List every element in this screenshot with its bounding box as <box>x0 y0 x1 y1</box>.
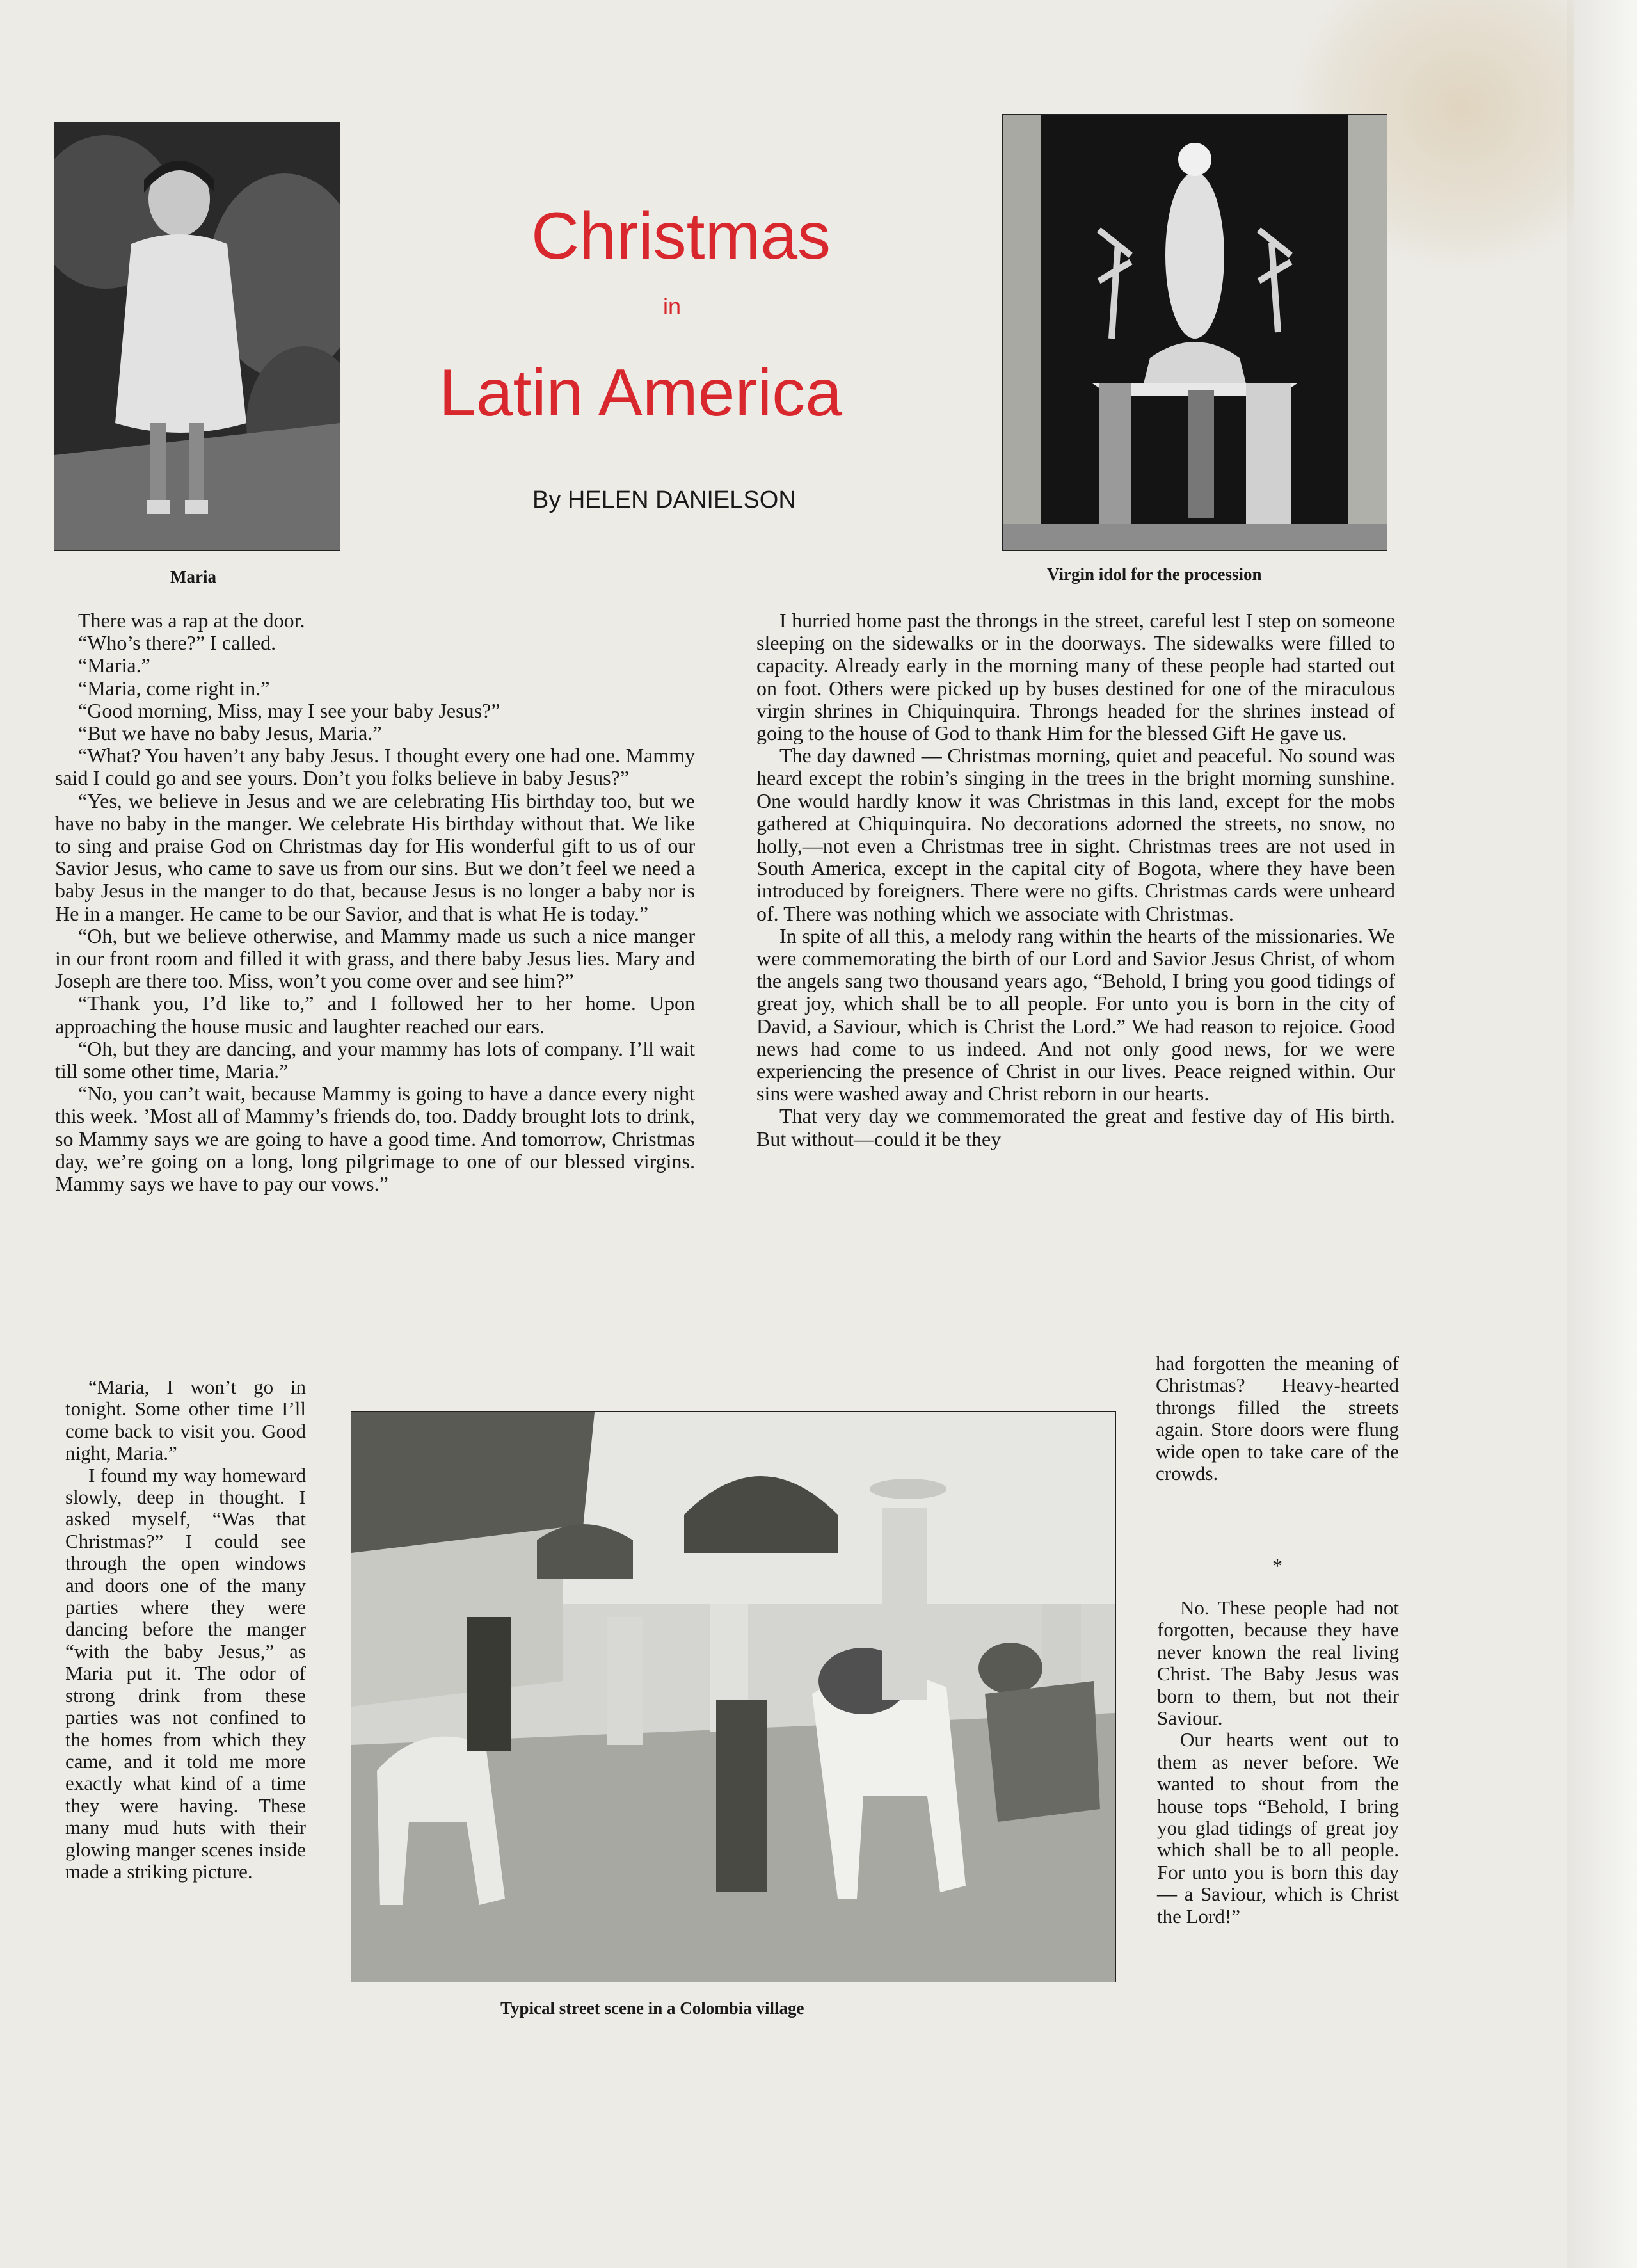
paragraph: In spite of all this, a melody rang within the hearts of the missionaries. We were commemorating the birth of our Lord and Savior Jesus Christ, of whom the angels sang two thousand years ago, “Behold, I bring you good tidings of great joy, which shall be to all people. For unto you is born in the city of David, a Saviour, which is Christ the Lord.” We had reason to rejoice. Good news had come to us indeed. And not only good news, for we were experiencing the presence of Christ in our lives. Peace reigned within. Our sins were washed away and Christ reborn in our hearts. <box>756 924 1395 1106</box>
street-scene-photo <box>351 1411 1116 1982</box>
paragraph: “But we have no baby Jesus, Maria.” <box>78 721 382 745</box>
article-title-line1: Christmas <box>531 199 831 273</box>
paragraph: I found my way homeward slowly, deep in thought. I asked myself, “Was that Christmas?” I could see through the open windows and doors one of the many parties where they were dancing before the manger “with the baby Jesus,” as Maria put it. The odor of strong drink from these parties was not confined to the homes from which they came, and it told me more exactly what kind of a time they were having. These many mud huts with their glowing manger scenes inside made a striking picture. <box>65 1463 306 1883</box>
article-column-left <box>55 609 695 1195</box>
paragraph: No. These people had not forgotten, because they have never known the real living Christ. The Baby Jesus was born to them, but not their Saviour. <box>1157 1596 1399 1730</box>
section-separator: * <box>1272 1554 1282 1577</box>
paragraph: I hurried home past the throngs in the street, careful lest I step on someone sleeping on the sidewalks or in the doorways. The sidewalks were filled to capacity. Already early in the morning many of these people had started out on foot. Others were picked up by buses destined for one of the miraculous virgin shrines in Chiquinquira. Throngs headed for the shrines instead of going to the house of God to thank Him for the blessed Gift He gave us. <box>756 609 1395 745</box>
article-column-left-narrow <box>65 1376 306 1883</box>
byline: By HELEN DANIELSON <box>532 487 796 513</box>
paragraph: “Thank you, I’d like to,” and I followed her to her home. Upon approaching the house music and laughter reached our ears. <box>55 992 695 1038</box>
article-title-in: in <box>663 293 682 319</box>
paragraph: “Good morning, Miss, may I see your baby Jesus?” <box>78 698 500 722</box>
article-column-right-narrow <box>1156 1353 1399 1484</box>
virgin-caption: Virgin idol for the procession <box>1047 565 1262 584</box>
maria-caption: Maria <box>170 567 216 586</box>
paragraph: “What? You haven’t any baby Jesus. I thought every one had one. Mammy said I could go and see yours. Don’t you folks believe in baby Jesus?” <box>55 744 695 790</box>
paragraph: “Who’s there?” I called. <box>78 631 276 655</box>
virgin-idol-photo <box>1002 114 1387 551</box>
paragraph: “Oh, but they are dancing, and your mammy has lots of company. I’ll wait till some other time, Maria.” <box>55 1036 695 1083</box>
paragraph: “Maria.” <box>78 654 150 677</box>
article-column-right <box>756 609 1395 1150</box>
paragraph: “Maria, I won’t go in tonight. Some other time I’ll come back to visit you. Good night, Maria.” <box>65 1376 306 1465</box>
paragraph: Our hearts went out to them as never before. We wanted to shout from the house tops “Behold, I bring you glad tidings of great joy which shall be to all people. For unto you is born this day — a Saviour, which is Christ the Lord!” <box>1157 1728 1399 1927</box>
article-column-right-closing <box>1157 1597 1399 1927</box>
paragraph: “Oh, but we believe otherwise, and Mammy made us such a nice manger in our front room and filled it with grass, and there baby Jesus lies. Mary and Joseph are there too. Miss, won’t you come over and see him?” <box>55 924 695 993</box>
paragraph: That very day we commemorated the great and festive day of His birth. But without—could it be they <box>756 1104 1395 1150</box>
page-edge <box>1567 0 1637 2268</box>
maria-photo <box>54 122 340 551</box>
paragraph: The day dawned — Christmas morning, quiet and peaceful. No sound was heard except the robin’s singing in the trees in the bright morning sunshine. One would hardly know it was Christmas in this land, except for the mobs gathered at Chiquinquira. No decorations adorned the streets, no snow, no holly,—not even a Christmas tree in sight. Christmas trees are not used in South America, except in the capital city of Bogota, where they have been introduced by foreigners. There were no gifts. Christmas cards were unheard of. There was nothing which we associate with Christmas. <box>756 744 1395 925</box>
street-scene-caption: Typical street scene in a Colombia village <box>500 1999 804 2018</box>
paragraph: “Maria, come right in.” <box>78 676 270 700</box>
paragraph: “Yes, we believe in Jesus and we are celebrating His birthday too, but we have no baby in the manger. We celebrate His birthday without that. We like to sing and praise God on Christmas day for His wonderful gift to us of our Savior Jesus, who came to save us from our sins. But we don’t feel we need a baby Jesus in the manger to do that, because Jesus is no longer a baby nor is He in a manger. He came to be our Savior, and that is what He is today.” <box>55 789 695 925</box>
paragraph: “No, you can’t wait, because Mammy is going to have a dance every night this week. ’Most all of Mammy’s friends do, too. Daddy brought lots to drink, so Mammy says we are going to have a good time. And tomorrow, Christmas day, we’re going on a long, long pilgrimage to one of our blessed virgins. Mammy says we have to pay our vows.” <box>55 1082 695 1196</box>
paragraph: There was a rap at the door. <box>78 609 305 632</box>
article-title-line2: Latin America <box>439 356 843 430</box>
paragraph: had forgotten the meaning of Christmas? Heavy-hearted throngs filled the streets again. Store doors were flung wide open to take care of the crowds. <box>1156 1352 1399 1485</box>
